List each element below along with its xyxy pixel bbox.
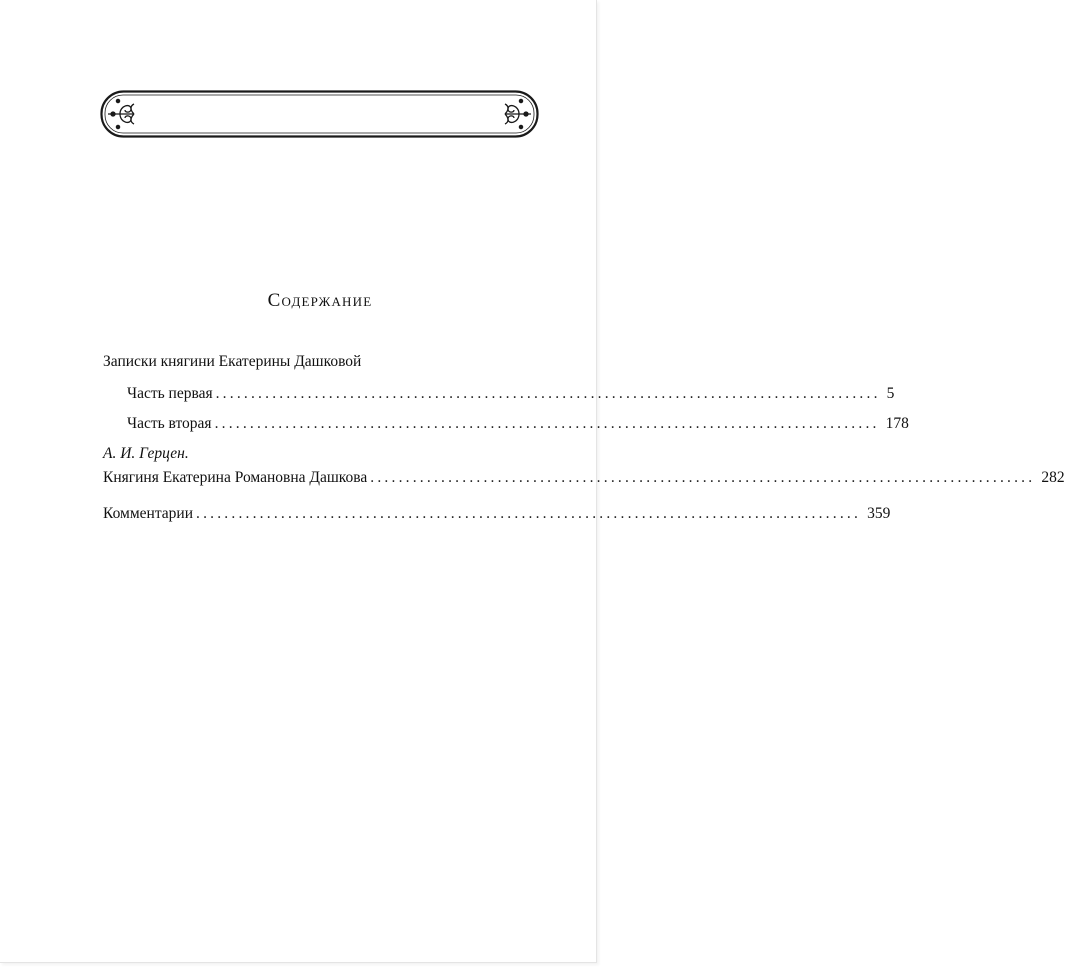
- toc-part-heading: Записки княгини Екатерины Дашковой: [103, 353, 362, 370]
- right-flourish-icon: [505, 99, 531, 128]
- toc-entry-page-number: 5: [886, 385, 895, 402]
- toc-entry-label: Часть вторая: [127, 415, 212, 432]
- dot-leader: ..............................................................................................: [370, 469, 1036, 486]
- left-flourish-icon: [108, 99, 134, 128]
- page-title: Содержание: [267, 290, 373, 311]
- dot-leader: ..............................................................................................: [215, 385, 881, 402]
- toc-entry-label: Княгиня Екатерина Романовна Дашкова: [103, 469, 368, 486]
- dot-leader: ..............................................................................................: [214, 415, 880, 432]
- toc-entry-comments[interactable]: [103, 502, 891, 526]
- toc-entry-label: Комментарии: [103, 505, 193, 522]
- toc-entry-label: Часть первая: [127, 385, 213, 402]
- toc-entry-page-number: 282: [1041, 469, 1065, 486]
- dot-leader: ..............................................................................................: [196, 505, 862, 522]
- toc-entry-page-number: 178: [885, 415, 909, 432]
- table-of-contents: [103, 350, 1065, 526]
- ornament-frame-graphic: [100, 90, 539, 138]
- toc-author: А. И. Герцен.: [103, 445, 189, 462]
- toc-entry-part1[interactable]: [103, 382, 895, 406]
- toc-entry-essay[interactable]: [103, 466, 1065, 490]
- ornamental-header-frame: [100, 90, 539, 138]
- toc-entry-page-number: 359: [867, 505, 891, 522]
- toc-entry-part2[interactable]: [103, 412, 909, 436]
